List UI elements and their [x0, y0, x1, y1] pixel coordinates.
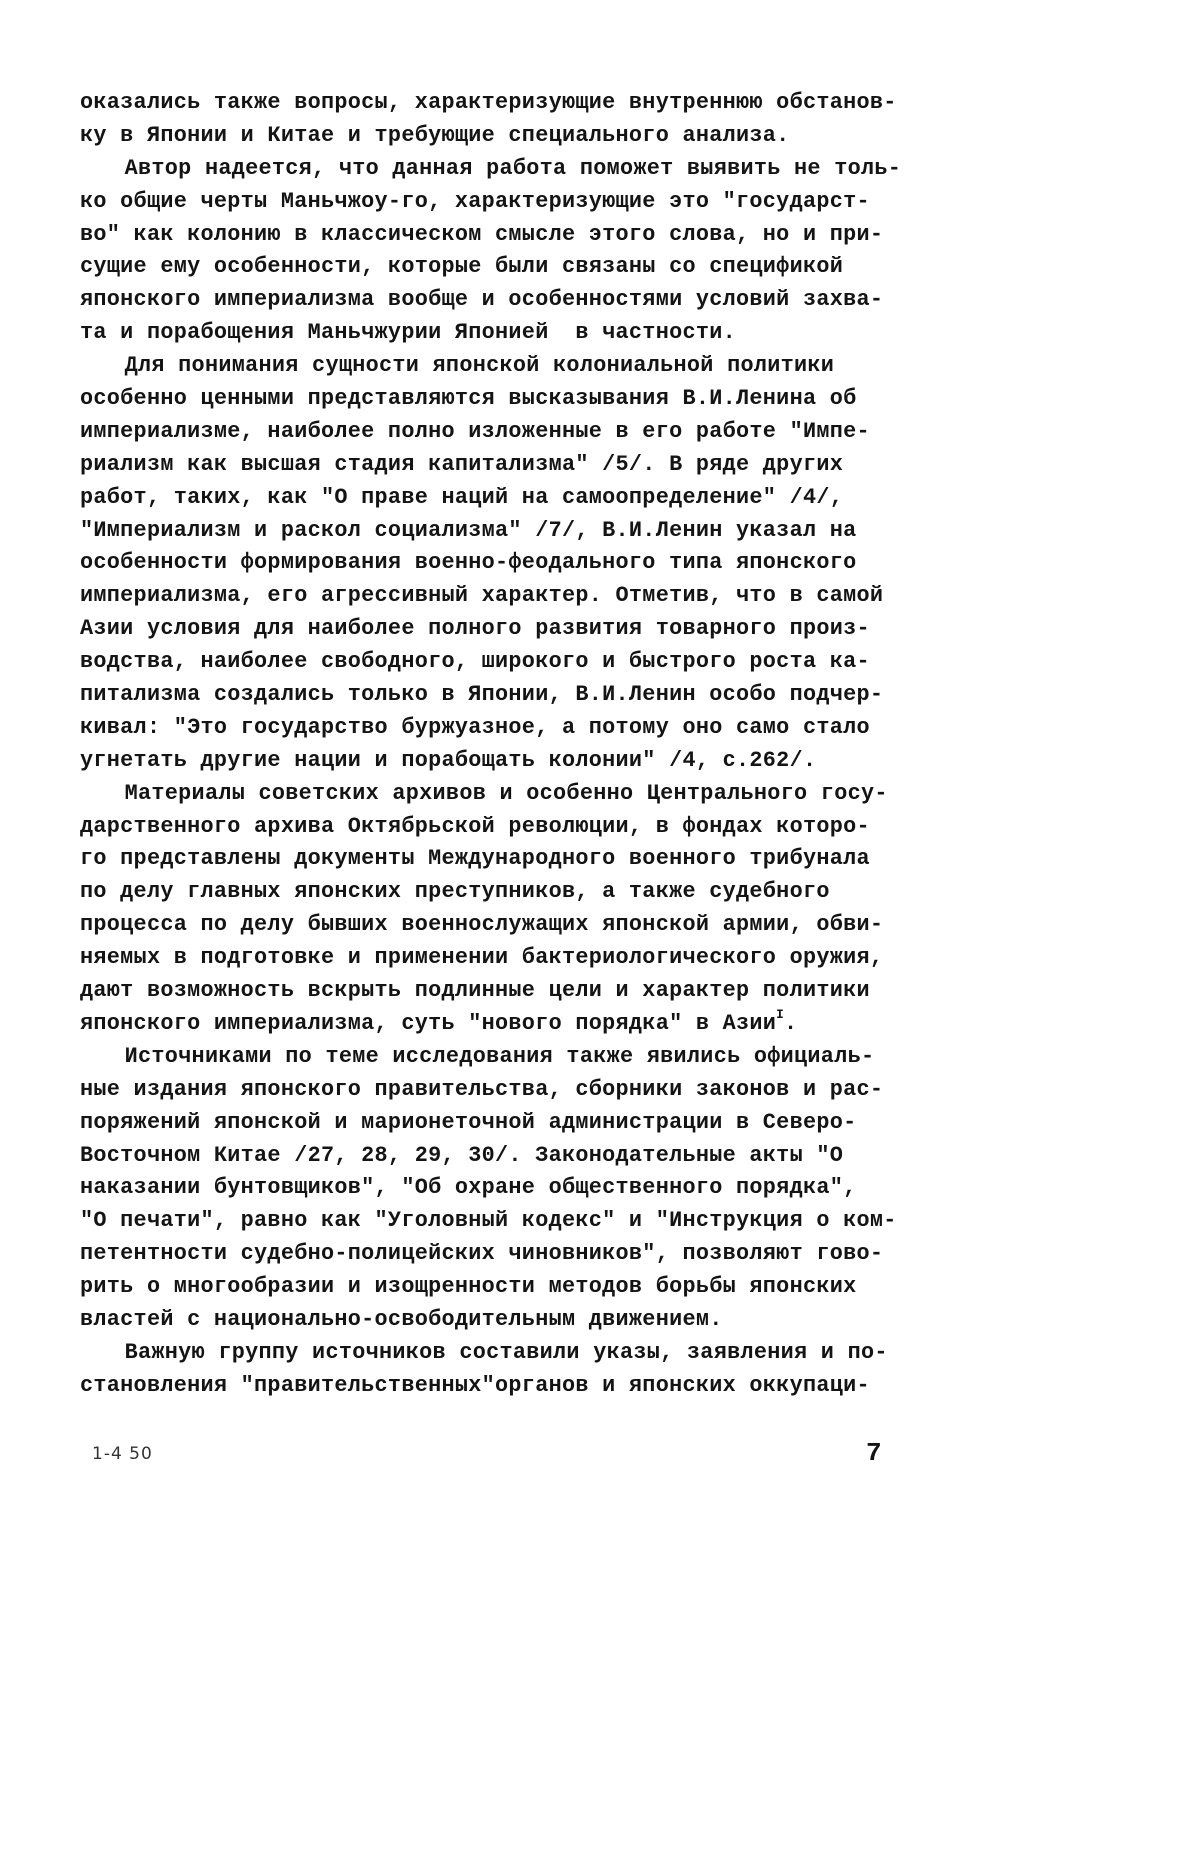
text-line-content: особенности формирования военно-феодального типа японского — [80, 549, 857, 576]
text-line — [80, 579, 895, 612]
text-line — [80, 1204, 895, 1237]
text-line — [80, 744, 895, 777]
text-line-content: Материалы советских архивов и особенно Центрального госу- — [124, 779, 888, 806]
text-line-content: по делу главных японских преступников, а также судебного — [80, 878, 830, 905]
text-line — [80, 1007, 895, 1040]
text-line — [80, 185, 895, 218]
text-line-content: Источниками по теме исследования также явились официаль- — [124, 1042, 875, 1069]
text-line-content: няемых в подготовке и применении бактериологического оружия, — [80, 944, 884, 971]
text-line-content: дают возможность вскрыть подлинные цели и характер политики — [80, 977, 870, 1004]
text-line — [80, 875, 895, 908]
text-line — [80, 218, 895, 251]
footnote-marker: I — [776, 1007, 785, 1023]
text-line — [80, 810, 895, 843]
text-line-content: дарственного архива Октябрьской революции, в фондах которо- — [80, 812, 870, 839]
body-text — [80, 86, 920, 1402]
text-line-content: властей с национально-освободительным движением. — [80, 1305, 723, 1332]
text-line — [80, 908, 895, 941]
text-line — [80, 152, 902, 185]
text-line — [80, 645, 895, 678]
text-line-content: работ, таких, как "О праве наций на самоопределение" /4/, — [80, 483, 844, 510]
text-line-content: рить о многообразии и изощренности методов борьбы японских — [80, 1273, 857, 1300]
text-line — [80, 1303, 895, 1336]
text-line-content: во" как колонию в классическом смысле этого слова, но и при- — [80, 220, 884, 247]
text-line-content: процесса по делу бывших военнослужащих японской армии, обви- — [80, 911, 884, 938]
text-line-content: ко общие черты Маньчжоу-го, характеризующие это "государст- — [80, 187, 870, 214]
text-line — [80, 481, 895, 514]
page-number: 7 — [866, 1438, 882, 1468]
text-line-content: империализме, наиболее полно изложенные в его работе "Импе- — [80, 417, 870, 444]
text-line — [80, 119, 895, 152]
text-line-content: сущие ему особенности, которые были связаны со спецификой — [80, 253, 844, 280]
text-line-content: риализм как высшая стадия капитализма" /5/. В ряде других — [80, 450, 844, 477]
text-line-content: оказались также вопросы, характеризующие внутреннюю обстанов- — [80, 89, 897, 115]
text-line-content: водства, наиболее свободного, широкого и быстрого роста ка- — [80, 648, 870, 675]
text-line — [80, 1073, 895, 1106]
text-line — [80, 941, 895, 974]
text-line-tail: . — [784, 1009, 798, 1036]
text-line-content: особенно ценными представляются высказывания В.И.Ленина об — [80, 385, 857, 412]
text-line-content: Для понимания сущности японской колониальной политики — [124, 352, 835, 379]
text-line — [80, 711, 895, 744]
text-line — [80, 316, 895, 349]
text-line — [80, 1106, 895, 1139]
text-line-content: петентности судебно-полицейских чиновников", позволяют гово- — [80, 1240, 884, 1267]
text-line — [80, 1139, 895, 1172]
footer-code: 1-4 50 — [92, 1444, 153, 1464]
text-line — [80, 250, 895, 283]
text-line — [80, 382, 895, 415]
text-line-content: японского империализма, суть "нового порядка" в Азии — [80, 1009, 777, 1036]
text-line — [80, 1237, 895, 1270]
text-line-content: "О печати", равно как "Уголовный кодекс" и "Инструкция о ком- — [80, 1207, 897, 1234]
text-line — [80, 415, 895, 448]
text-line — [80, 678, 895, 711]
text-line — [80, 612, 895, 645]
text-line-content: поряжений японской и марионеточной администрации в Северо- — [80, 1108, 857, 1135]
text-line-content: становления "правительственных"органов и японских оккупаци- — [80, 1371, 870, 1398]
text-line — [80, 546, 895, 579]
text-line — [80, 349, 895, 382]
text-line — [80, 1270, 895, 1303]
text-line — [80, 1171, 895, 1204]
text-line — [80, 777, 895, 810]
text-line-content: наказании бунтовщиков", "Об охране общественного порядка", — [80, 1174, 857, 1201]
text-line-content: кивал: "Это государство буржуазное, а потому оно само стало — [80, 713, 870, 740]
text-line-content: японского империализма вообще и особенностями условий захва- — [80, 286, 884, 313]
text-line — [80, 448, 895, 481]
text-line-content: империализма, его агрессивный характер. Отметив, что в самой — [80, 582, 884, 609]
text-line — [80, 1336, 895, 1369]
text-line-content: Азии условия для наиболее полного развития товарного произ- — [80, 615, 870, 642]
text-line-content: ные издания японского правительства, сборники законов и рас- — [80, 1075, 884, 1102]
text-line-content: Восточном Китае /27, 28, 29, 30/. Законодательные акты "О — [80, 1141, 844, 1168]
text-line-content: угнетать другие нации и порабощать колонии" /4, с.262/. — [80, 746, 817, 773]
text-line-content: Автор надеется, что данная работа поможет выявить не толь- — [124, 154, 902, 181]
text-line — [80, 842, 895, 875]
text-line-content: го представлены документы Международного военного трибунала — [80, 845, 870, 872]
text-line — [80, 1040, 895, 1073]
text-line — [80, 86, 895, 119]
text-line-content: "Империализм и раскол социализма" /7/, В.И.Ленин указал на — [80, 516, 857, 543]
text-line — [80, 283, 895, 316]
text-line — [80, 514, 895, 547]
text-line — [80, 1369, 895, 1402]
text-line-content: питализма создались только в Японии, В.И.Ленин особо подчер- — [80, 681, 884, 708]
text-line-content: ку в Японии и Китае и требующие специального анализа. — [80, 121, 790, 148]
text-line-content: та и порабощения Маньчжурии Японией в частности. — [80, 319, 737, 346]
text-line-content: Важную группу источников составили указы, заявления и по- — [124, 1338, 888, 1365]
text-line — [80, 974, 895, 1007]
